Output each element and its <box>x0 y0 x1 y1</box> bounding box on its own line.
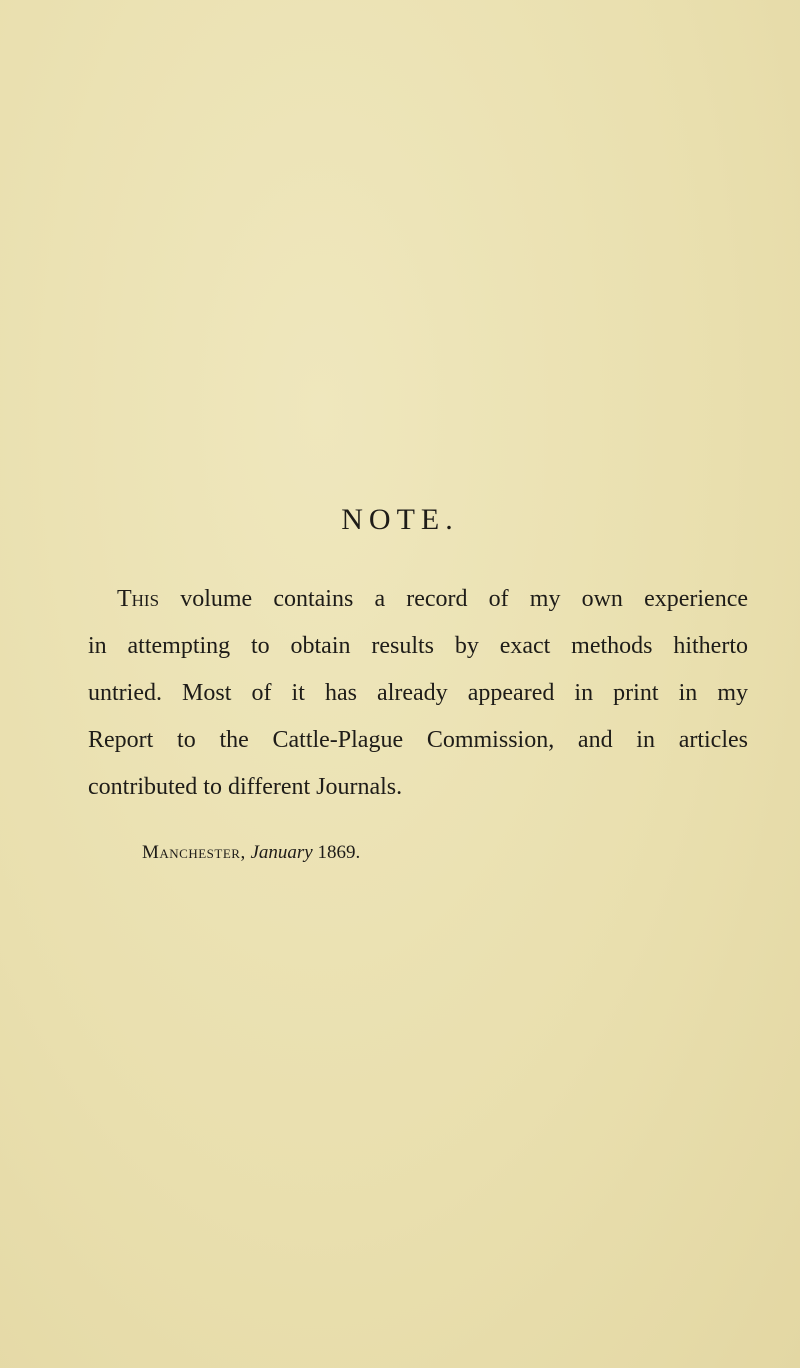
signature-year: 1869. <box>317 842 361 863</box>
note-paragraph <box>88 576 748 811</box>
paragraph-line-2: in attempting to obtain results by exact methods hitherto <box>88 633 748 659</box>
paragraph-line-4: Report to the Cattle-Plague Commission, and in articles <box>88 727 748 753</box>
paragraph-lead-word: This <box>117 586 160 612</box>
paragraph-line-1-text: volume contains a record of my own experience <box>159 586 748 612</box>
signature-month: January <box>250 842 313 863</box>
paragraph-line-1 <box>88 576 748 623</box>
page-title: NOTE. <box>341 503 459 536</box>
paragraph-line-3: untried. Most of it has already appeared in print in my <box>88 680 748 706</box>
signature-line <box>142 842 360 864</box>
paragraph-line-5: contributed to different Journals. <box>88 774 403 800</box>
signature-place: Manchester, <box>142 842 246 863</box>
